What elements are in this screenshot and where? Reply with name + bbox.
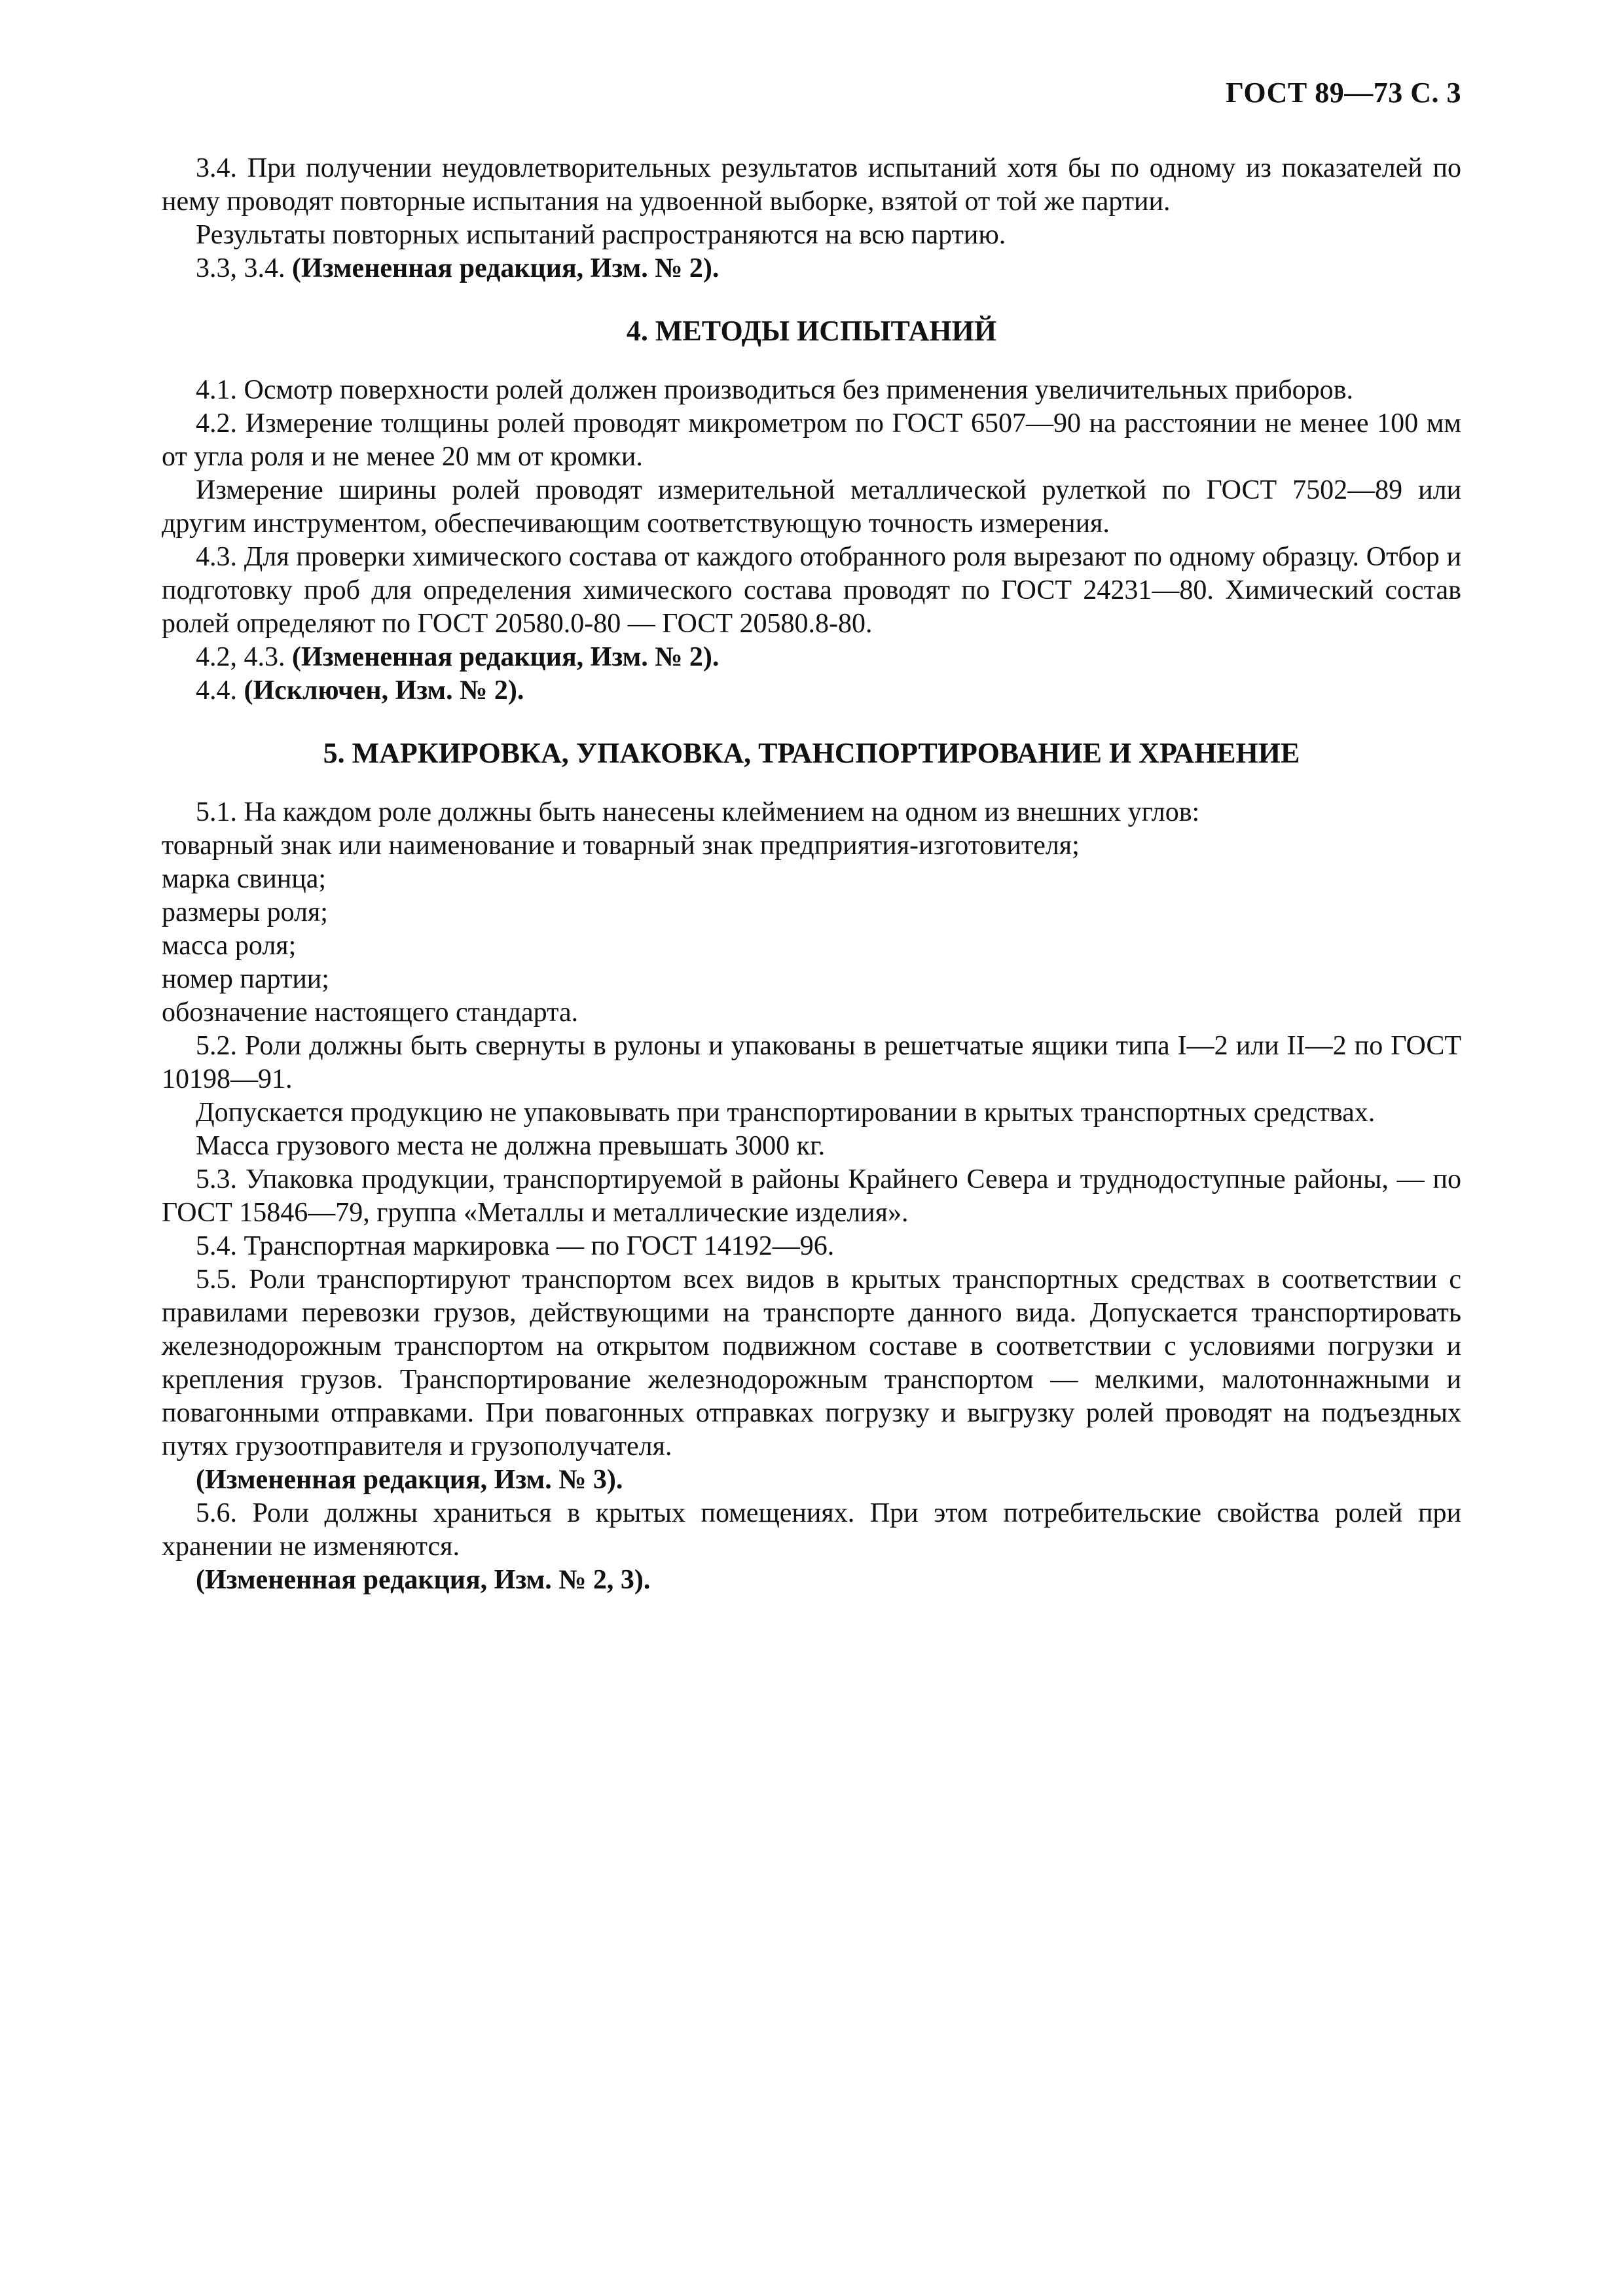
paragraph-3-4: 3.4. При получении неудовлетворительных результатов испытаний хотя бы по одному из показателей по нему проводят повторные испытания на удвоенной выборке, взятой от той же партии. [162, 153, 1461, 217]
paragraph-5-1: 5.1. На каждом роле должны быть нанесены клеймением на одном из внешних углов: [196, 797, 1200, 827]
paragraph-4-2-continuation: Измерение ширины ролей проводят измерительной металлической рулеткой по ГОСТ 7502—89 или другим инструментом, обеспечивающим соответствующую точность измерения. [162, 475, 1461, 539]
section-5-title: 5. МАРКИРОВКА, УПАКОВКА, ТРАНСПОРТИРОВАНИЕ И ХРАНЕНИЕ [323, 737, 1300, 769]
paragraph-5-4: 5.4. Транспортная маркировка — по ГОСТ 14192—96. [196, 1231, 835, 1261]
paragraph-4-1: 4.1. Осмотр поверхности ролей должен производиться без применения увеличительных приборов. [196, 375, 1353, 405]
amendment-text: (Измененная редакция, Изм. № 2). [292, 253, 720, 283]
page-header-doc-ref: ГОСТ 89—73 С. 3 [1225, 77, 1461, 109]
section-4-title: 4. МЕТОДЫ ИСПЫТАНИЙ [626, 315, 997, 347]
paragraph-5-5: 5.5. Роли транспортируют транспортом всех видов в крытых транспортных средствах в соответствии с правилами перевозки грузов, действующими на транспорте данного вида. Допускается транспортировать железнодорожным транспортом на открытом подвижном составе в соответствии с условиями погрузки и крепления грузов. Транспортирование железнодорожным транспортом — мелкими, малотоннажными и повагонными отправками. При повагонных отправках погрузку и выгрузку ролей проводят на подъездных путях грузоотправителя и грузополучателя. [162, 1265, 1461, 1462]
amendment-note-3 [162, 252, 1461, 285]
amendment-prefix: 3.3, 3.4. [196, 253, 285, 283]
paragraph-3-4-continuation: Результаты повторных испытаний распространяются на всю партию. [196, 220, 1006, 250]
amendment-text: (Измененная редакция, Изм. № 2). [292, 642, 720, 672]
list-item: обозначение настоящего стандарта. [162, 997, 579, 1028]
paragraph-5-2-continuation-1: Допускается продукцию не упаковывать при транспортировании в крытых транспортных средствах. [196, 1098, 1376, 1128]
list-item: масса роля; [162, 931, 297, 961]
amendment-prefix: 4.2, 4.3. [196, 642, 285, 672]
paragraph-4-4 [162, 674, 1461, 708]
paragraph-5-2: 5.2. Роли должны быть свернуты в рулоны и упакованы в решетчатые ящики типа I—2 или II—2 по ГОСТ 10198—91. [162, 1031, 1461, 1094]
paragraph-5-6: 5.6. Роли должны храниться в крытых помещениях. При этом потребительские свойства ролей при хранении не изменяются. [162, 1498, 1461, 1562]
amendment-note-5-6 [162, 1564, 1461, 1597]
paragraph-5-3: 5.3. Упаковка продукции, транспортируемой в районы Крайнего Севера и труднодоступные районы, — по ГОСТ 15846—79, группа «Металлы и металлические изделия». [162, 1164, 1461, 1228]
list-item: товарный знак или наименование и товарный знак предприятия-изготовителя; [162, 831, 1080, 861]
list-item: марка свинца; [162, 864, 327, 894]
amendment-text: (Измененная редакция, Изм. № 3). [196, 1465, 623, 1495]
paragraph-4-3: 4.3. Для проверки химического состава от каждого отобранного роля вырезают по одному образцу. Отбор и подготовку проб для определения химического состава проводят по ГОСТ 24231—80. Химический состав ролей определяют по ГОСТ 20580.0-80 — ГОСТ 20580.8-80. [162, 542, 1461, 639]
document-body [162, 152, 1461, 1597]
paragraph-4-4-text: (Исключен, Изм. № 2). [244, 675, 524, 706]
amendment-note-4 [162, 641, 1461, 674]
paragraph-4-2: 4.2. Измерение толщины ролей проводят микрометром по ГОСТ 6507—90 на расстоянии не менее 100 мм от угла роля и не менее 20 мм от кромки. [162, 408, 1461, 472]
paragraph-5-2-continuation-2: Масса грузового места не должна превышать 3000 кг. [196, 1131, 826, 1161]
paragraph-4-4-number: 4.4. [196, 675, 237, 706]
amendment-note-5-5 [162, 1463, 1461, 1497]
list-item: размеры роля; [162, 897, 328, 927]
amendment-text: (Измененная редакция, Изм. № 2, 3). [196, 1565, 651, 1595]
list-item: номер партии; [162, 964, 329, 994]
